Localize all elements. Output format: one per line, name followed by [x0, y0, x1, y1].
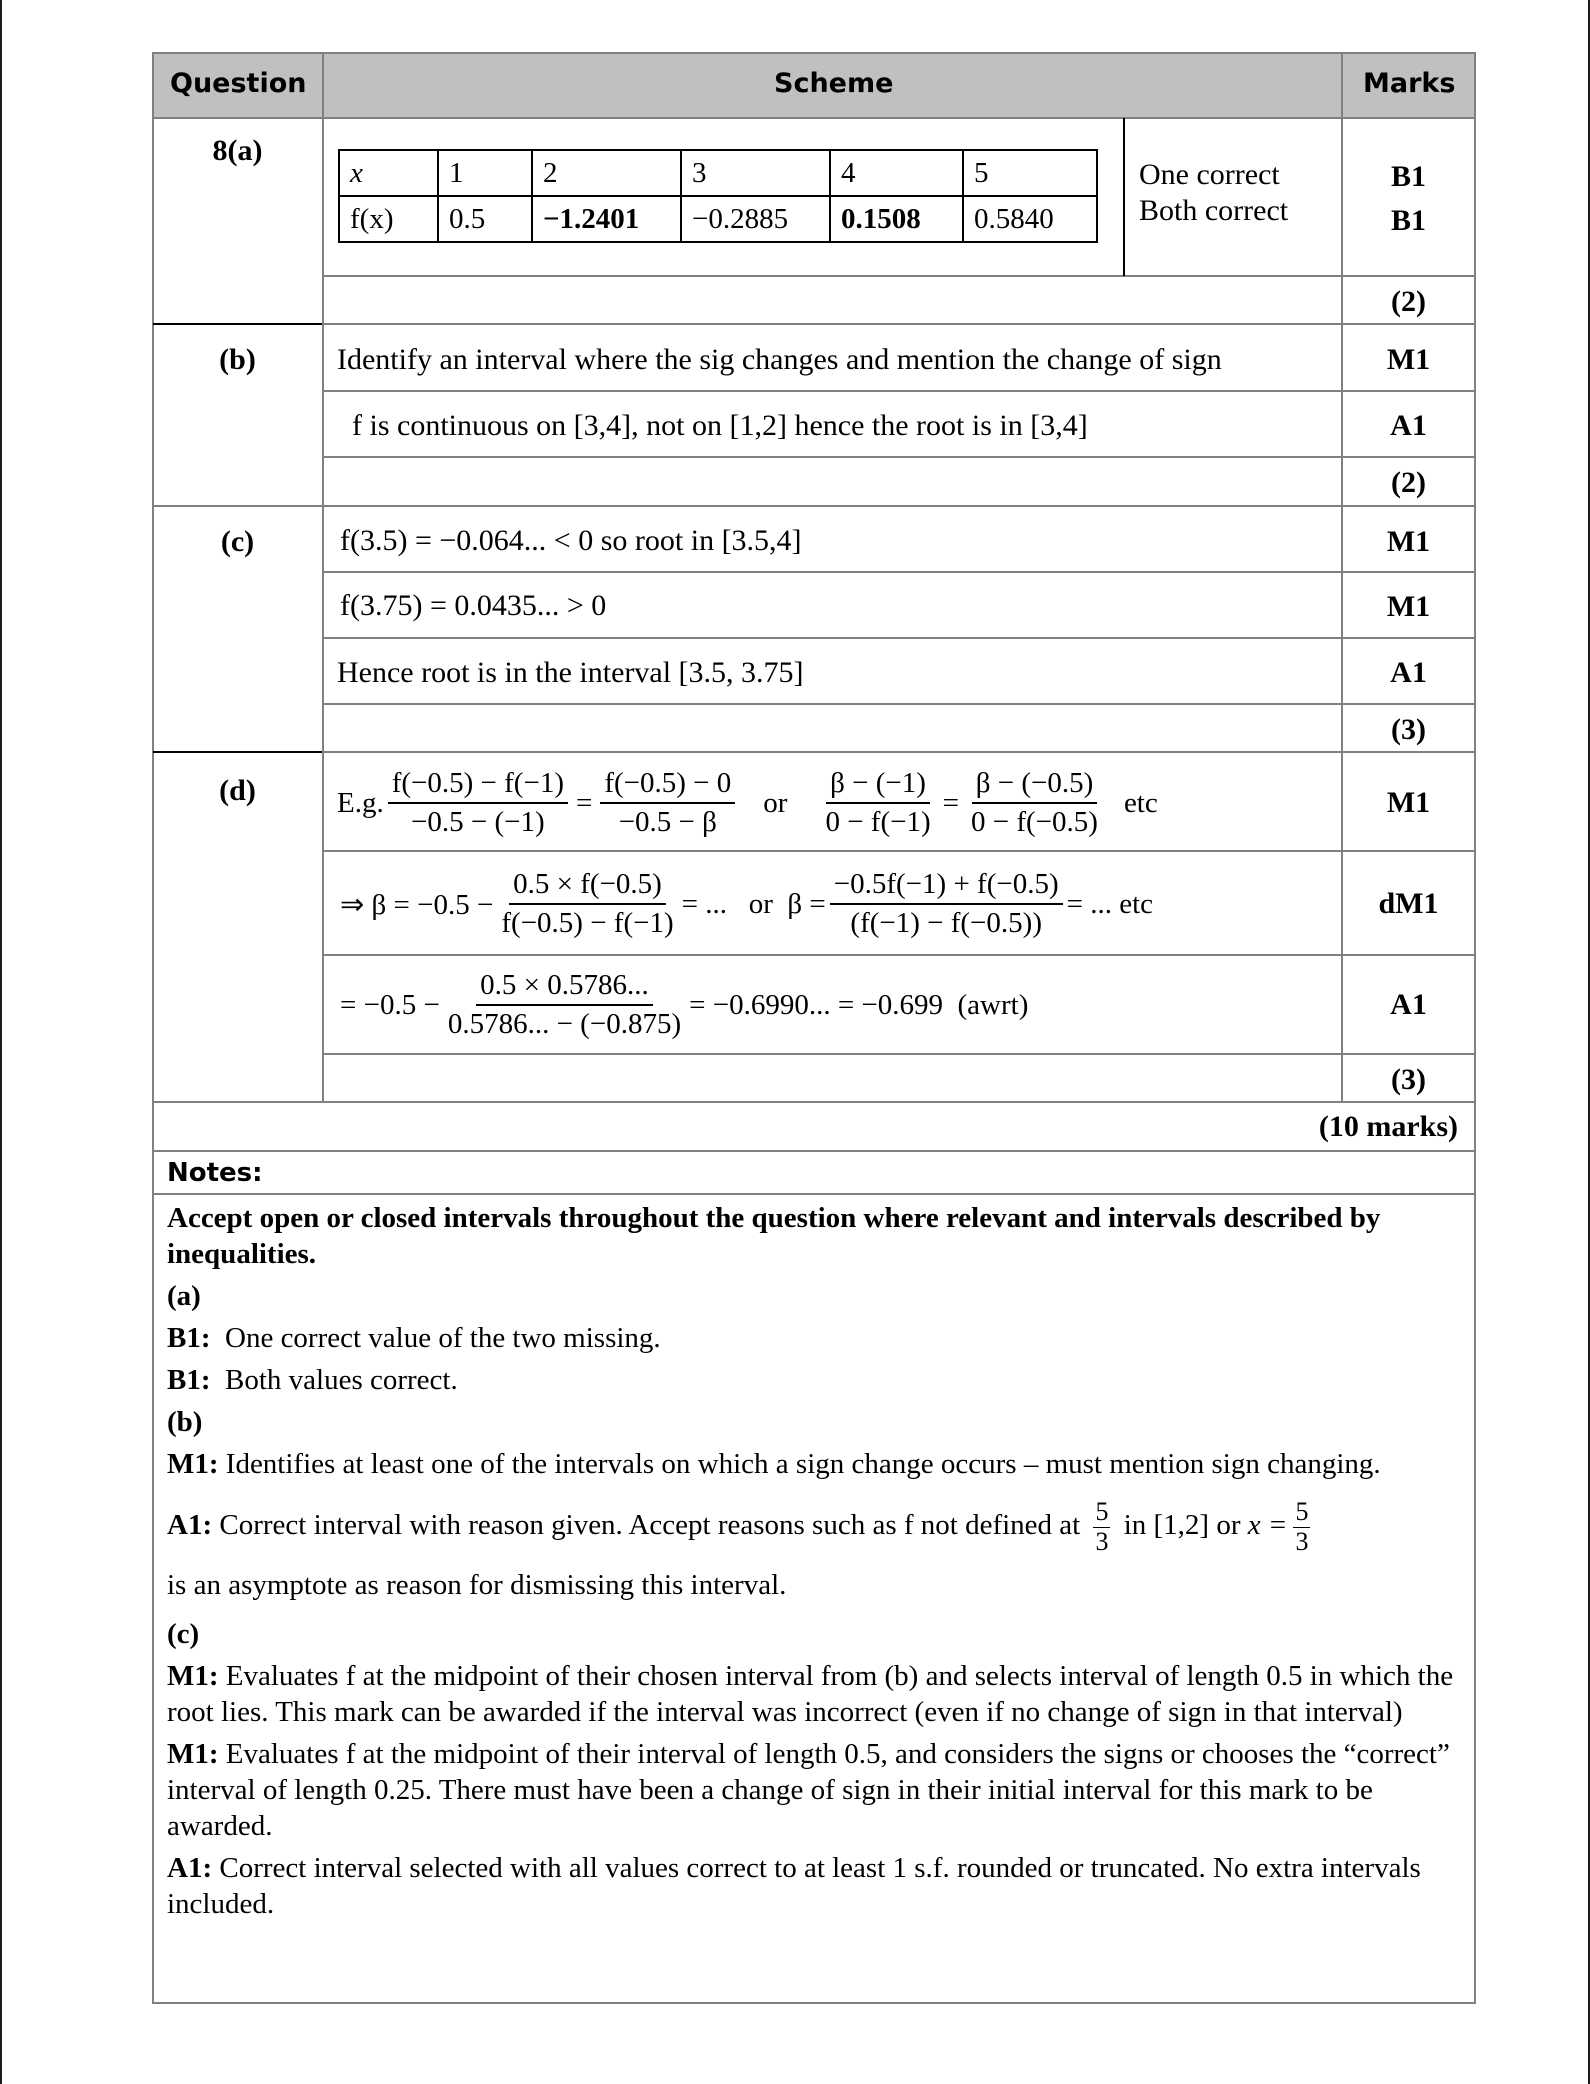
- part-d-label: (d): [219, 774, 256, 807]
- part-c-line-3: Hence root is in the interval [3.5, 3.75]: [337, 656, 804, 689]
- header-scheme: Scheme: [774, 68, 894, 99]
- mark-d-3: A1: [1390, 988, 1427, 1021]
- table-row: [339, 196, 1097, 242]
- notes-c-heading: (c): [167, 1618, 200, 1651]
- fraction: $\frac{0.5 \times f(-0.5)}{f(-0.5) - f(-1)}$: [501, 867, 674, 939]
- page-edge-left: [0, 0, 2, 2084]
- notes-general: Accept open or closed intervals throughout the question where relevant and intervals described by inequalities.: [167, 1202, 1381, 1270]
- part-c-line-1: f(3.5) = −0.064... < 0 so root in [3.5,4]: [340, 524, 802, 557]
- fraction: $\frac{5}{3}$: [1095, 1497, 1109, 1556]
- mark-b-1: M1: [1386, 343, 1431, 376]
- mark-c-total: (3): [1391, 713, 1426, 746]
- fraction: $\frac{0.5 \times 0.5786...}{0.5786... - (-0.875)}$: [447, 968, 682, 1040]
- table-cell: 0.5840: [963, 196, 1097, 242]
- fraction: $\frac{\beta - (-0.5)}{0 - f(-0.5)}$: [971, 766, 1098, 838]
- table-cell: 5: [963, 150, 1097, 196]
- fraction: $\frac{f(-0.5) - f(-1)}{-0.5 - (-1)}$: [388, 767, 568, 840]
- fraction: $\frac{f(-0.5) - 0}{-0.5 - \beta}$: [600, 767, 735, 840]
- mark-b-2: A1: [1390, 409, 1427, 442]
- values-table: [338, 149, 1098, 243]
- part-c-line-2: f(3.75) = 0.0435... > 0: [340, 589, 607, 622]
- header-question: Question: [170, 68, 307, 99]
- table-cell: 0.1508: [830, 196, 963, 242]
- note-item: B1: Both values correct.: [167, 1364, 458, 1396]
- mark-c-2: M1: [1386, 590, 1431, 623]
- mark-a-total: (2): [1391, 285, 1426, 318]
- note-item: A1: Correct interval selected with all values correct to at least 1 s.f. rounded or truncated. No extra intervals included.: [167, 1852, 1421, 1921]
- table-cell: 3: [681, 150, 830, 196]
- table-cell: 4: [830, 150, 963, 196]
- note-item: M1: Identifies at least one of the intervals on which a sign change occurs – must mention sign changing.: [167, 1448, 1381, 1480]
- criteria-one-correct: One correct: [1139, 158, 1280, 191]
- part-d-line-2: ⇒ β = −0.5 − $\frac{0.5 \times f(-0.5)}{f(-0.5) - f(-1)}$ = ... or β = $\frac{-0.5f(-1) + f(-0.5)}{(f(-1) - f(-0.5))}$ = ... etc: [340, 867, 1154, 939]
- note-item: M1: Evaluates f at the midpoint of their interval of length 0.5, and considers the signs or chooses the “correct” interval of length 0.25. There must have been a change of sign in their initial interval for this mark to be awarded.: [167, 1738, 1450, 1843]
- table-cell: −0.2885: [681, 196, 830, 242]
- part-d-line-1: E.g. $\frac{f(-0.5) - f(-1)}{-0.5 - (-1)}$ = $\frac{f(-0.5) - 0}{-0.5 - \beta}$ or $\frac{\beta - (-1)}{0 - f(-1)}$ = $\frac{\beta - (-0.5)}{0 - f(-0.5)}$ etc: [337, 766, 1158, 838]
- part-d-line-3: = −0.5 − $\frac{0.5 \times 0.5786...}{0.5786... - (-0.875)}$ = −0.6990... = −0.699 (awrt): [340, 968, 1029, 1040]
- question-total: (10 marks): [1318, 1110, 1458, 1143]
- table-cell: −1.2401: [532, 196, 681, 242]
- table-cell: x: [339, 150, 438, 196]
- part-b-line-1: Identify an interval where the sig changes and mention the change of sign: [337, 343, 1222, 376]
- table-cell: 1: [438, 150, 532, 196]
- notes-a-heading: (a): [167, 1280, 201, 1312]
- fraction: $\frac{-0.5f(-1) + f(-0.5)}{(f(-1) - f(-0.5))}$: [830, 868, 1063, 941]
- table-row: [339, 150, 1097, 196]
- mark-a-1: B1: [1390, 160, 1426, 193]
- note-item: B1: One correct value of the two missing.: [167, 1322, 661, 1354]
- header-marks: Marks: [1363, 68, 1456, 99]
- mark-d-2: dM1: [1378, 887, 1439, 920]
- mark-c-3: A1: [1390, 656, 1427, 689]
- mark-d-1: M1: [1386, 786, 1431, 819]
- notes-body: [167, 1200, 1465, 1922]
- note-item: A1: Correct interval with reason given. Accept reasons such as f not defined at $\frac{5}{3}$ in [1,2] or x = $\frac{5}{3}$ is an asymptote as reason for dismissing this interval.: [167, 1497, 1309, 1602]
- table-cell: 0.5: [438, 196, 532, 242]
- fraction: $\frac{5}{3}$: [1295, 1497, 1309, 1556]
- notes-title: Notes:: [167, 1158, 263, 1188]
- part-a-label: 8(a): [212, 134, 263, 167]
- fraction: $\frac{\beta - (-1)}{0 - f(-1)}$: [825, 766, 931, 838]
- notes-b-heading: (b): [167, 1406, 203, 1438]
- criteria-both-correct: Both correct: [1139, 194, 1289, 227]
- mark-a-2: B1: [1390, 204, 1426, 237]
- table-cell: 2: [532, 150, 681, 196]
- note-item: M1: Evaluates f at the midpoint of their chosen interval from (b) and selects interval of length 0.5 in which the root lies. This mark can be awarded if the interval was incorrect (even if no change of sign in that interval): [167, 1660, 1454, 1729]
- part-b-line-2: f is continuous on [3,4], not on [1,2] hence the root is in [3,4]: [352, 409, 1088, 442]
- mark-c-1: M1: [1386, 525, 1431, 558]
- part-c-label: (c): [220, 525, 255, 558]
- part-b-label: (b): [219, 343, 256, 376]
- table-cell: f(x): [339, 196, 438, 242]
- mark-d-total: (3): [1391, 1063, 1426, 1096]
- mark-b-total: (2): [1391, 466, 1426, 499]
